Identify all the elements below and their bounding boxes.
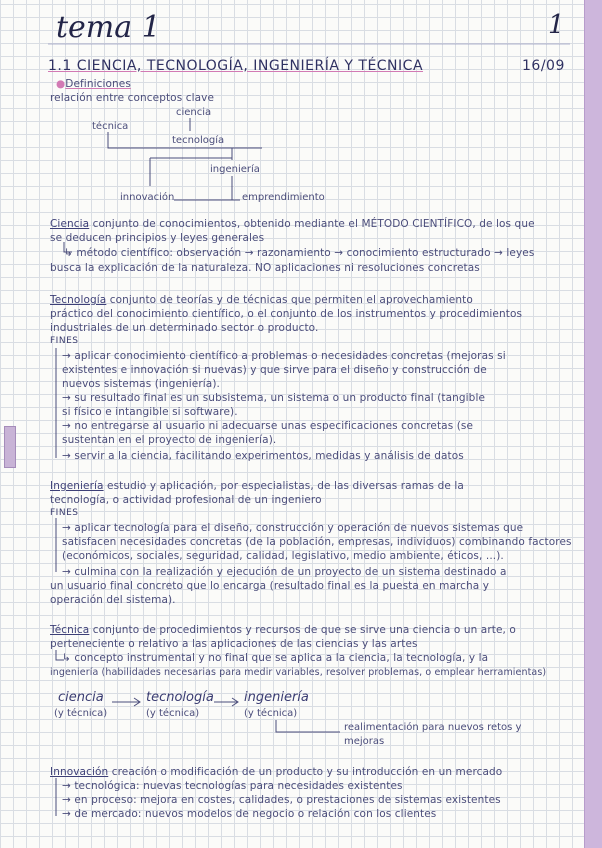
flow-note-line-2: mejoras	[344, 736, 385, 747]
ingenieria-fines-line-1: → aplicar tecnología para el diseño, construcción y operación de nuevos sistemas que	[62, 522, 524, 534]
flow-note-line-1: realimentación para nuevos retos y	[344, 722, 522, 733]
margin-tag	[4, 426, 16, 468]
tecnologia-def-line-3: industriales de un determinado sector o producto.	[50, 322, 319, 334]
flow-node-tecnologia: tecnología	[146, 690, 214, 705]
ingenieria-def-line-2: tecnología, o actividad profesional de un ingeniero	[50, 494, 322, 506]
section-date: 16/09	[522, 58, 565, 74]
flow-sub-ciencia: (y técnica)	[54, 708, 108, 719]
flow-sub-tecnologia: (y técnica)	[146, 708, 200, 719]
diagram-node-ciencia: ciencia	[176, 107, 212, 118]
bullet-dot: ●	[56, 78, 66, 90]
ciencia-def-line-1: Ciencia conjunto de conocimientos, obtenido mediante el MÉTODO CIENTÍFICO, de los que	[50, 218, 535, 230]
tecnologia-fines-line-6: → no entregarse al usuario ni adecuarse unas especificaciones concretas (se	[62, 420, 474, 432]
innovacion-def-line-3: → en proceso: mejora en costes, calidades, o prestaciones de sistemas existentes	[62, 794, 501, 806]
arrow-ingenieria-note	[276, 720, 340, 732]
flow-node-ingenieria: ingeniería	[244, 690, 309, 705]
page-number: 1	[548, 10, 565, 40]
ingenieria-fines-line-2: satisfacen necesidades concretas (de la población, empresas, individuos) combinando factores	[62, 536, 572, 548]
tecnologia-def-line-1: Tecnología conjunto de teorías y de técnicas que permiten el aprovechamiento	[50, 294, 473, 306]
ingenieria-fines-line-4: → culmina con la realización y ejecución de un proyecto de un sistema destinado a	[62, 566, 507, 578]
ciencia-def-line-4: busca la explicación de la naturaleza. NO aplicaciones ni resoluciones concretas	[50, 262, 480, 274]
arrow-tecnologia-ingenieria	[214, 698, 238, 706]
innovacion-def-line-4: → de mercado: nuevos modelos de negocio o relación con los clientes	[62, 808, 437, 820]
binder-strip	[584, 0, 602, 848]
tecnologia-fines-line-4: → su resultado final es un subsistema, un sistema o un producto final (tangible	[62, 392, 486, 404]
tecnologia-fines-label: FINES	[50, 336, 79, 346]
line-to-emprendimiento	[232, 176, 240, 200]
diagram-node-ingenieria: ingeniería	[210, 164, 260, 175]
tecnica-def-line-3: ↳ concepto instrumental y no final que se aplica a la ciencia, la tecnología, y la	[62, 652, 489, 664]
arrow-tecnica	[56, 650, 64, 660]
arrow-ciencia-tecnologia	[112, 698, 140, 706]
ingenieria-fines-line-5: un usuario final concreto que lo encarga (resultado final es la puesta en marcha y	[50, 580, 490, 592]
tecnica-def-line-1: Técnica conjunto de procedimientos y recursos de que se sirve una ciencia o un arte, o	[50, 624, 516, 636]
tecnica-def-line-4: ingeniería (habilidades necesarias para medir variables, resolver problemas, o emplear herramientas)	[50, 667, 547, 678]
tecnologia-fines-line-3: nuevos sistemas (ingeniería).	[62, 378, 220, 390]
ciencia-def-line-2: se deducen principios y leyes generales	[50, 232, 265, 244]
flow-node-ciencia: ciencia	[58, 690, 104, 705]
tecnologia-fines-line-8: → servir a la ciencia, facilitando experimentos, medidas y análisis de datos	[62, 450, 464, 462]
diagram-node-tecnica: técnica	[92, 121, 129, 132]
diagram-node-emprendimiento: emprendimiento	[242, 192, 325, 203]
innovacion-def-line-1: Innovación creación o modificación de un producto y su introducción en un mercado	[50, 766, 503, 778]
ingenieria-fines-line-6: operación del sistema).	[50, 594, 176, 606]
flow-sub-ingenieria: (y técnica)	[244, 708, 298, 719]
diagram-caption: relación entre conceptos clave	[50, 92, 215, 104]
innovacion-def-line-2: → tecnológica: nuevas tecnologías para necesidades existentes	[62, 780, 403, 792]
section-heading-text: 1.1 CIENCIA, TECNOLOGÍA, INGENIERÍA Y TÉCNICA	[48, 58, 424, 74]
arrow-metodo	[64, 242, 72, 252]
line-to-innovacion	[150, 158, 232, 186]
diagram-node-tecnologia: tecnología	[172, 135, 225, 146]
ciencia-def-line-3: ↳ método científico: observación → razonamiento → conocimiento estructurado → leyes	[64, 247, 535, 259]
tecnologia-def-line-2: práctico del conocimiento científico, o el conjunto de los instrumentos y procedimientos	[50, 308, 523, 320]
ingenieria-fines-label: FINES	[50, 508, 79, 518]
diagram-node-innovacion: innovación	[120, 192, 175, 203]
ingenieria-fines-line-3: (económicos, sociales, seguridad, calidad, legislativo, medio ambiente, éticos, ...).	[62, 550, 504, 562]
subheading-definiciones: ●Definiciones	[56, 78, 131, 90]
tecnologia-fines-line-5: si físico e intangible si software).	[62, 406, 238, 418]
ingenieria-def-line-1: Ingeniería estudio y aplicación, por especialistas, de las diversas ramas de la	[50, 480, 464, 492]
page-title: tema 1	[56, 10, 161, 45]
tecnologia-fines-line-2: existentes e innovación si nuevas) y que sirve para el diseño y construcción de	[62, 364, 487, 376]
line-tecnica-branch	[108, 132, 262, 148]
tecnologia-fines-line-7: sustentan en el proyecto de ingeniería).	[62, 434, 277, 446]
tecnologia-fines-line-1: → aplicar conocimiento científico a problemas o necesidades concretas (mejoras si	[62, 350, 506, 362]
tecnica-def-line-2: perteneciente o relativo a las aplicaciones de las ciencias y las artes	[50, 638, 418, 650]
